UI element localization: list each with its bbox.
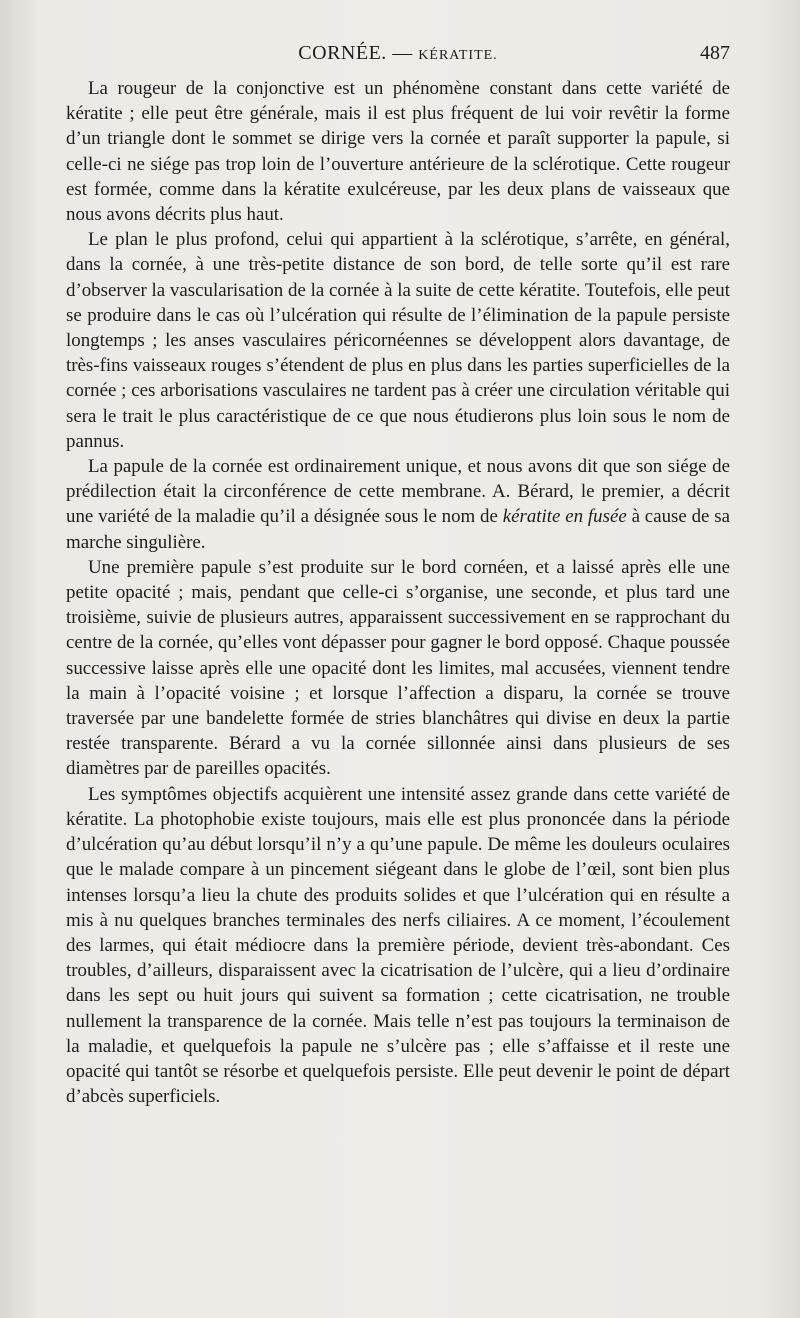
paragraph-3 (66, 454, 730, 555)
paragraph-5: Les symptômes objectifs acquièrent une intensité assez grande dans cette variété de kératite. La photophobie existe toujours, mais elle est plus prononcée dans la période d’ulcération qu’au début lorsqu’il n’y a qu’une papule. De même les douleurs oculaires que le malade compare à un pincement siégeant dans le globe de l’œil, sont bien plus intenses lorsqu’a lieu la chute des produits solides et que l’ulcération qui en résulte a mis à nu quelques branches terminales des nerfs ciliaires. A ce moment, l’écoulement des larmes, qui était médiocre dans la première période, devient très-abondant. Ces troubles, d’ailleurs, disparaissent avec la cicatrisation de l’ulcère, qui a lieu d’ordinaire dans les sept ou huit jours qui suivent sa formation ; cette cicatrisation, ne trouble nullement la transparence de la cornée. Mais telle n’est pas toujours la terminaison de la maladie, et quelquefois la papule ne s’ulcère pas ; elle s’affaisse et il reste une opacité qui tantôt se résorbe et quelquefois persiste. Elle peut devenir le point de départ d’abcès superficiels. (66, 783, 730, 1108)
paragraph-4: Une première papule s’est produite sur le bord cornéen, et a laissé après elle une petite opacité ; mais, pendant que celle-ci s’organise, une seconde, et plus tard une troisième, suivie de plusieurs autres, apparaissent successivement en se rapprochant du centre de la cornée, qu’elles vont dépasser pour gagner le bord opposé. Chaque poussée successive laisse après elle une opacité dont les limites, mal accusées, viennent tendre la main à l’opacité voisine ; et lorsque l’affection a disparu, la cornée se trouve traversée par une bandelette formée de stries blanchâtres qui divise en deux la partie restée transparente. Bérard a vu la cornée sillonnée ainsi dans plusieurs de ses diamètres par de pareilles opacités. (66, 556, 730, 780)
paragraph-1: La rougeur de la conjonctive est un phénomène constant dans cette variété de kératite ; elle peut être générale, mais il est plus fréquent de lui voir revêtir la forme d’un triangle dont le sommet se dirige vers la cornée et paraît supporter la papule, si celle-ci ne siége pas trop loin de l’ouverture antérieure de la sclérotique. Cette rougeur est formée, comme dans la kératite exulcéreuse, par les deux plans de vaisseaux que nous avons décrits plus haut. (66, 78, 730, 226)
title-sub: KÉRATITE. (418, 48, 498, 63)
running-header (66, 42, 730, 72)
paragraph-2: Le plan le plus profond, celui qui appartient à la sclérotique, s’arrête, en général, dans la cornée, à une très-petite distance de son bord, de telle sorte qu’il est rare d’observer la vascularisation de la cornée à la suite de cette kératite. Toutefois, elle peut se produire dans le cas où l’ulcération qui résulte de l’élimination de la papule persiste longtemps ; les anses vasculaires péricornéennes se développent alors davantage, de très-fins vaisseaux rouges s’étendent de plus en plus dans les parties superficielles de la cornée ; ces arborisations vasculaires ne tardent pas à créer une circulation véritable qui sera le trait le plus caractéristique de ce que nous étudierons plus loin sous le nom de pannus. (66, 229, 730, 452)
paragraph-3-after: à cause de sa marche singulière. (66, 506, 730, 553)
keratite-en-fusee-term: kératite en fusée (502, 506, 627, 528)
page-number: 487 (700, 42, 730, 64)
body-text (66, 76, 730, 1109)
title-main: CORNÉE. (298, 42, 387, 64)
running-title (66, 42, 730, 65)
title-dash: — (386, 42, 419, 64)
paragraph-3-before: La papule de la cornée est ordinairement unique, et nous avons dit que son siége de prédilection était la circonférence de cette membrane. A. Bérard, le premier, a décrit une variété de la maladie qu’il a désignée sous le nom de (66, 456, 730, 528)
